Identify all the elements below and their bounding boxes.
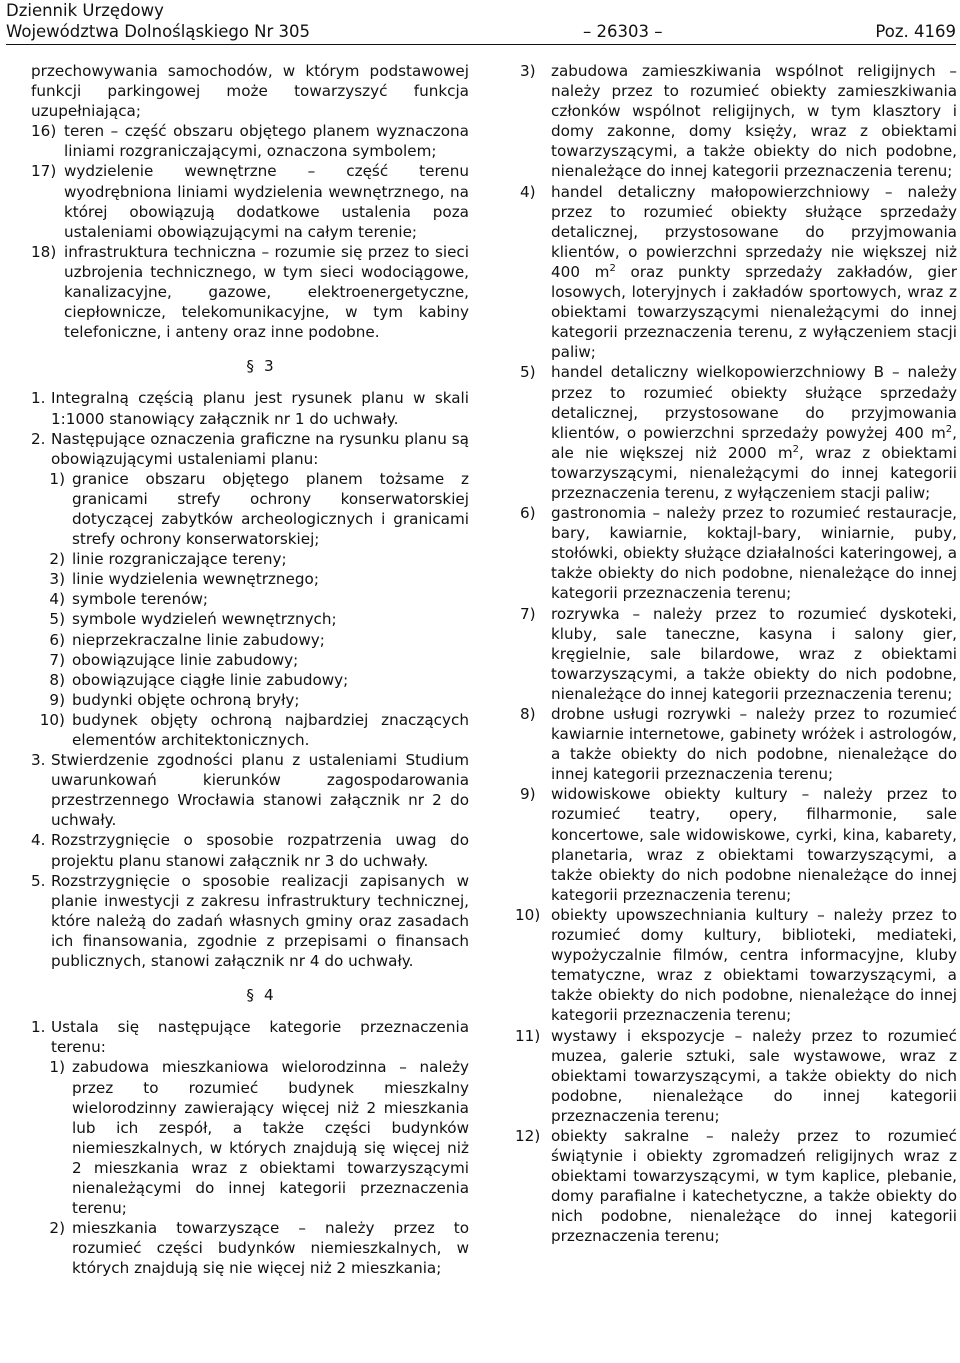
paragraph-text: Rozstrzygnięcie o sposobie rozpatrzenia uwag do projektu planu stanowi załącznik nr 3 do uchwały. — [51, 831, 469, 870]
paragraph-item — [31, 750, 469, 830]
graphic-markings-list — [31, 469, 469, 750]
category-number: 7) — [520, 604, 536, 623]
list-item-text: granice obszaru objętego planem tożsame z granicami strefy ochrony konserwatorskiej dotyczącej zabytków archeologicznych i granicami strefy ochrony konserwatorskiej; — [72, 469, 469, 549]
category-item — [520, 182, 957, 363]
paragraph-text: Rozstrzygnięcie o sposobie realizacji zapisanych w planie inwestycji z zakresu infrastruktury technicznej, które należą do zadań własnych gminy oraz zasadach ich finansowania, zgodnie z przepisami o finansach publicznych, stanowi załącznik nr 4 do uchwały. — [51, 871, 469, 971]
category-text-part: handel detaliczny małopowierzchniowy – należy przez to rozumieć obiekty służące sprzedaży detalicznej, przystosowane do przyjmowania klientów, o powierzchni sprzedaży nie większej niż 400 m — [551, 182, 957, 281]
definition-number: 16) — [31, 122, 57, 141]
category-text: gastronomia – należy przez to rozumieć restauracje, bary, kawiarnie, koktajl-bary, winiarnie, puby, stołówki, obiekty służące działalności kateringowej, a także obiekty do nich podobne, nienależące do innej kategorii przeznaczenia terenu; — [551, 504, 957, 603]
list-item-number: 8) — [49, 670, 65, 689]
paragraph-item — [31, 871, 469, 971]
section-symbol: § — [246, 986, 254, 1005]
header-row — [6, 21, 956, 42]
superscript: 2 — [945, 423, 953, 435]
category-text — [551, 182, 957, 363]
category-number: 2) — [49, 1219, 65, 1238]
paragraph-text: Ustala się następujące kategorie przeznaczenia terenu: — [51, 1018, 469, 1057]
header-rule — [6, 44, 956, 45]
category-text-part: handel detaliczny wielkopowierzchniowy B – należy przez to rozumieć obiekty służące sprzedaży detalicznej, przystosowane do przyjmowania klientów, o powierzchni sprzedaży powyżej 400 m — [551, 363, 957, 442]
category-text: mieszkania towarzyszące – należy przez to rozumieć części budynków niemieszkalnych, w których znajdują się nie więcej niż 2 mieszkania; — [72, 1219, 469, 1278]
list-item-number: 3) — [49, 570, 65, 589]
list-item-text: budynek objęty ochroną najbardziej znaczących elementów architektonicznych. — [72, 710, 469, 749]
voivodeship-issue: Województwa Dolnośląskiego Nr 305 — [6, 22, 311, 41]
paragraph-text: Stwierdzenie zgodności planu z ustaleniami Studium uwarunkowań kierunków zagospodarowania przestrzennego Wrocławia stanowi załącznik nr 2 do uchwały. — [51, 751, 469, 830]
category-item — [520, 784, 957, 905]
section-heading-4 — [31, 985, 469, 1005]
list-item-text: obowiązujące ciągłe linie zabudowy; — [72, 670, 349, 689]
definition-item — [31, 242, 469, 342]
paragraph-number: 1. — [31, 389, 46, 408]
definition-item — [31, 121, 469, 161]
list-item-text: budynki objęte ochroną bryły; — [72, 690, 300, 709]
category-number: 5) — [520, 363, 536, 382]
list-item-number: 1) — [49, 469, 65, 488]
page-header — [6, 0, 956, 42]
category-text — [551, 362, 957, 503]
definition-item — [31, 161, 469, 241]
category-item — [520, 503, 957, 603]
paragraph-text: Integralną częścią planu jest rysunek planu w skali 1:1000 stanowiący załącznik nr 1 do uchwały. — [51, 389, 469, 428]
category-item — [520, 362, 957, 503]
definition-text: teren – część obszaru objętego planem wyznaczona liniami rozgraniczającymi, oznaczona symbolem; — [64, 122, 469, 161]
category-number: 4) — [520, 182, 536, 201]
category-text: drobne usługi rozrywki – należy przez to rozumieć kawiarnie internetowe, gabinety wróżek i astrologów, a także obiekty do nich podobne, nienależące do innej kategorii przeznaczenia terenu; — [551, 705, 957, 784]
category-text-part: oraz punkty sprzedaży zakładów, gier losowych, loteryjnych i zakładów sportowych, wraz z obiektami towarzyszącymi nienależącymi do innej kategorii przeznaczenia terenu, z wyłączeniem stacji paliw; — [551, 262, 957, 362]
list-item-text: linie rozgraniczające tereny; — [72, 550, 287, 569]
category-text: obiekty upowszechniania kultury – należy przez to rozumieć domy kultury, biblioteki, mediateki, wypożyczalnie filmów, centra informacyjne, kluby tematyczne, wraz z obiektami towarzyszącymi, a także obiekty do nich podobne, nienależące do innej kategorii przeznaczenia terenu; — [551, 905, 957, 1025]
list-item — [31, 670, 469, 690]
category-item — [515, 905, 957, 1026]
category-text: zabudowa mieszkaniowa wielorodzinna – należy przez to rozumieć budynek mieszkalny wielorodzinny zawierający więcej niż 2 mieszkania lub ich zespół, a także części budynków niemieszkalnych, w których znajdują się więcej niż 2 mieszkania wraz z obiektami towarzyszącymi nienależącymi do innej kategorii przeznaczenia terenu; — [72, 1058, 469, 1218]
paragraph-item — [31, 388, 469, 428]
category-text: zabudowa zamieszkiwania wspólnot religijnych – należy przez to rozumieć obiekty zamieszkiwania członków wspólnot religijnych, w tym klasztory i domy zakonne, domy księży, wraz z obiektami towarzyszącymi, a także obiekty do nich podobne, nienależące do innej kategorii przeznaczenia terenu; — [551, 62, 957, 181]
paragraph-number: 1. — [31, 1018, 46, 1037]
category-number: 8) — [520, 705, 536, 723]
list-item-number: 2) — [49, 550, 65, 569]
category-number: 3) — [520, 62, 536, 80]
category-text: rozrywka – należy przez to rozumieć dyskoteki, kluby, sale taneczne, kasyna i salony gier, kręgielnie, sale bilardowe, wraz z obiektami towarzyszącymi, a także obiekty do nich podobne, nienależące do innej kategorii przeznaczenia terenu; — [551, 604, 957, 703]
publication-title: Dziennik Urzędowy — [6, 1, 164, 20]
list-item-number: 7) — [49, 650, 65, 669]
intro-fragment: przechowywania samochodów, w którym podstawowej funkcji parkingowej może towarzyszyć funkcja uzupełniająca; — [31, 62, 469, 121]
definition-text: wydzielenie wewnętrzne – część terenu wyodrębniona liniami wydzielenia wewnętrznego, na której obowiązują dodatkowe ustalenia poza ustaleniami obowiązującymi na całym terenie; — [64, 162, 469, 241]
list-item — [31, 609, 469, 629]
category-text: wystawy i ekspozycje – należy przez to rozumieć muzea, galerie sztuki, sale wystawowe, wraz z obiektami towarzyszącymi, a także obiekty do nich podobne, nienależące do innej kategorii przeznaczenia terenu; — [551, 1026, 957, 1125]
paragraph-item — [31, 830, 469, 870]
category-list — [31, 1057, 469, 1278]
list-item — [31, 569, 469, 589]
category-text: widowiskowe obiekty kultury – należy przez to rozumieć teatry, opery, filharmonie, sale koncertowe, sale widowiskowe, cyrki, kina, kabarety, planetaria, wraz z obiektami towarzyszącymi, a także obiekty do nich podobne nienależące do innej kategorii przeznaczenia terenu; — [551, 785, 957, 904]
page-number: – 26303 – — [582, 22, 663, 41]
superscript: 2 — [609, 262, 616, 274]
list-item — [31, 650, 469, 670]
superscript: 2 — [792, 443, 800, 455]
category-item — [31, 1057, 469, 1218]
section-symbol: § — [246, 357, 254, 376]
paragraph-number: 4. — [31, 831, 46, 850]
category-item — [520, 61, 957, 182]
paragraph-item — [31, 1017, 469, 1057]
definition-number: 17) — [31, 162, 57, 181]
list-item-text: nieprzekraczalne linie zabudowy; — [72, 630, 325, 649]
category-text: obiekty sakralne – należy przez to rozumieć świątynie i obiekty zgromadzeń religijnych wraz z obiektami towarzyszącymi, w tym kaplice, plebanie, domy parafialne i katechetyczne, a także obiekty do nich podobne, nienależące do innej kategorii przeznaczenia terenu; — [551, 1126, 957, 1246]
right-column — [515, 61, 957, 1247]
position-number: Poz. 4169 — [875, 22, 956, 41]
category-item — [520, 704, 957, 784]
category-item — [31, 1218, 469, 1278]
list-item — [31, 589, 469, 609]
paragraph-item — [31, 429, 469, 469]
list-item — [31, 549, 469, 569]
list-item-text: obowiązujące linie zabudowy; — [72, 650, 299, 669]
category-item — [515, 1026, 957, 1126]
list-item-number: 10) — [39, 710, 65, 729]
definition-number: 18) — [31, 242, 57, 261]
category-item — [520, 604, 957, 704]
category-number: 12) — [515, 1126, 541, 1145]
category-number: 1) — [49, 1058, 65, 1077]
paragraph-number: 3. — [31, 751, 46, 770]
category-number: 9) — [520, 785, 536, 804]
category-number: 6) — [520, 504, 536, 523]
list-item-text: symbole terenów; — [72, 590, 209, 609]
list-item-text: symbole wydzieleń wewnętrznych; — [72, 610, 337, 629]
paragraph-text: Następujące oznaczenia graficzne na rysunku planu są obowiązującymi ustaleniami planu: — [51, 429, 469, 468]
category-number: 11) — [515, 1026, 541, 1045]
list-item-number: 4) — [49, 590, 65, 609]
list-item-number: 9) — [49, 690, 65, 709]
category-text-part: , wraz z obiektami towarzyszącymi, nienależącymi do innej kategorii przeznaczenia terenu, z wyłączeniem stacji paliw; — [551, 443, 957, 502]
list-item — [31, 630, 469, 650]
list-item-number: 5) — [49, 610, 65, 629]
paragraph-number: 5. — [31, 871, 46, 890]
list-item — [31, 710, 469, 750]
paragraph-number: 2. — [31, 429, 46, 448]
category-text-part: , ale nie większej niż 2000 m — [551, 423, 957, 462]
section-number: 4 — [263, 986, 274, 1005]
definition-text: infrastruktura techniczna – rozumie się przez to sieci uzbrojenia technicznego, w tym sieci wodociągowe, kanalizacyjne, gazowe, elektroenergetyczne, ciepłownicze, telekomunikacyjne, w tym kabiny telefoniczne, i anteny oraz inne podobne. — [64, 242, 469, 342]
section-number: 3 — [263, 357, 274, 376]
category-item — [515, 1126, 957, 1247]
category-number: 10) — [515, 905, 541, 924]
left-column — [31, 61, 469, 1278]
section-heading-3 — [31, 356, 469, 376]
list-item — [31, 469, 469, 549]
list-item — [31, 690, 469, 710]
list-item-text: linie wydzielenia wewnętrznego; — [72, 570, 319, 589]
list-item-number: 6) — [49, 630, 65, 649]
